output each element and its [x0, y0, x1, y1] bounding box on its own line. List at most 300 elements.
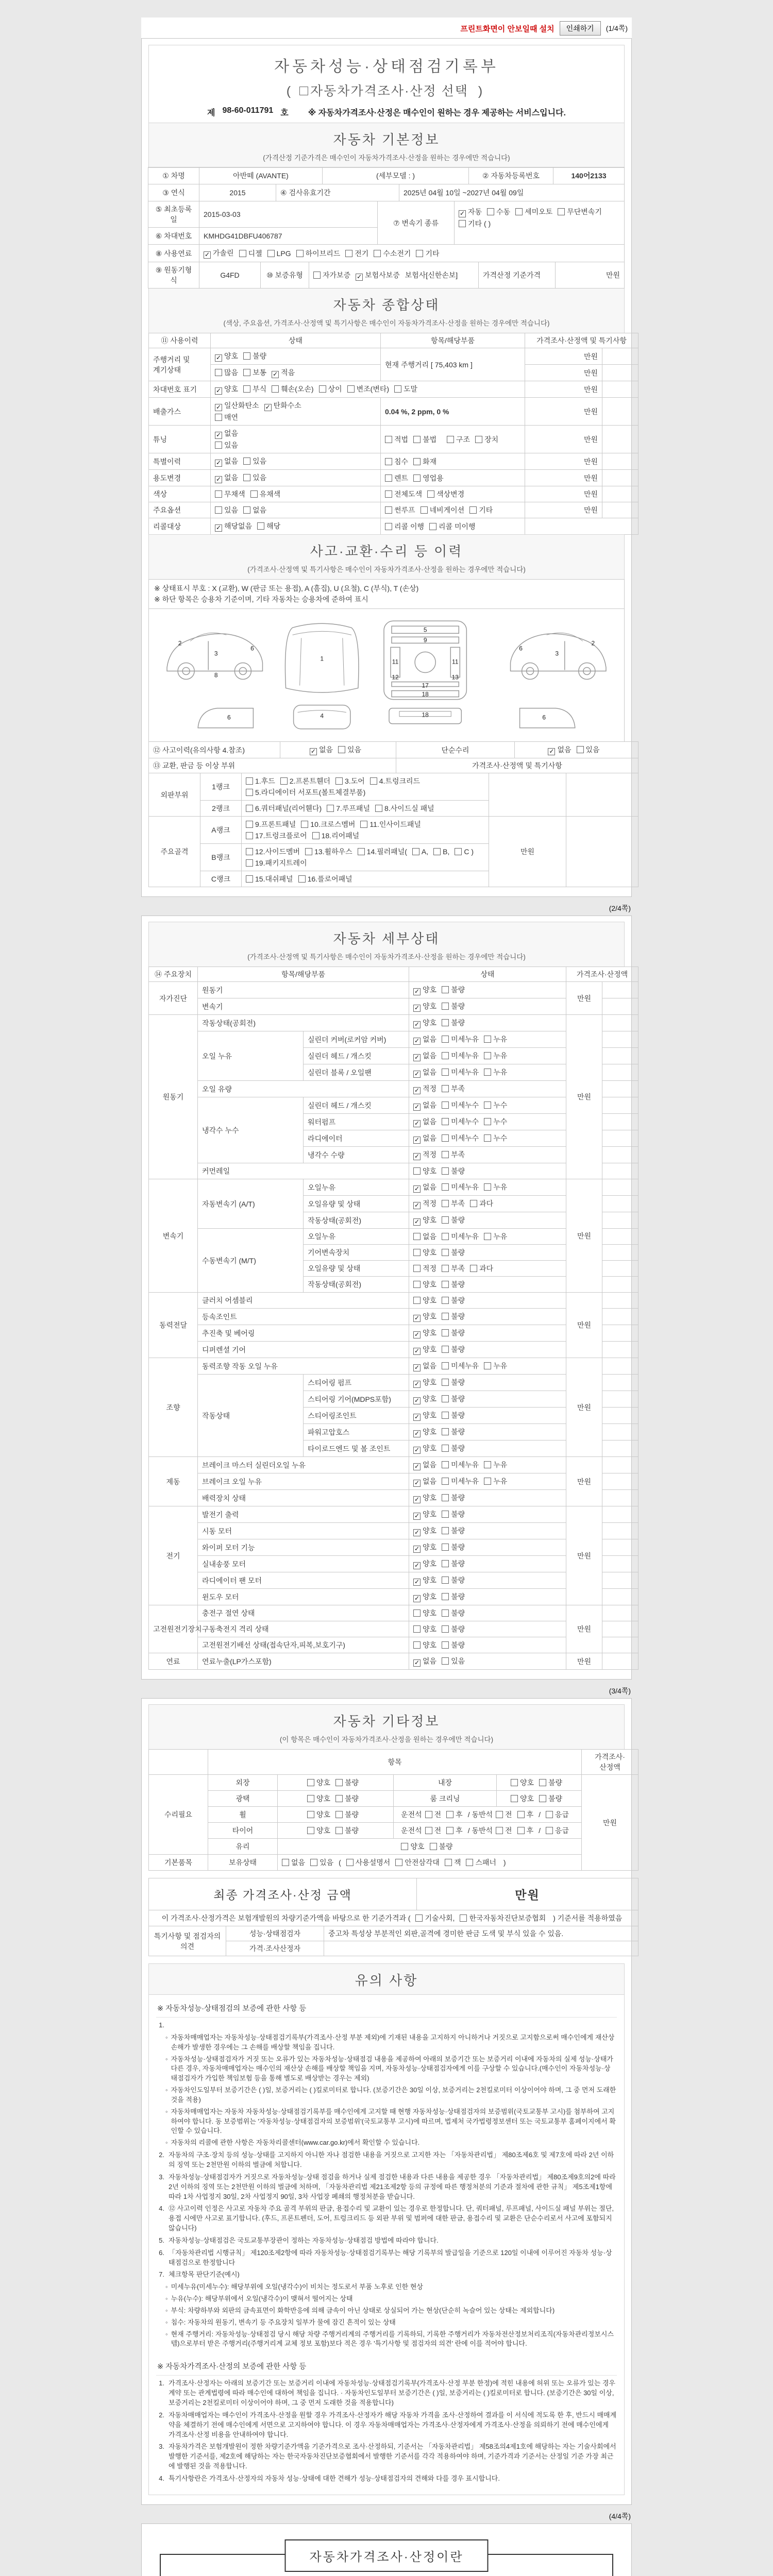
- checkbox-icon: [335, 1795, 343, 1802]
- cell: [602, 1081, 638, 1097]
- checkbox-icon: [517, 1811, 525, 1818]
- checkbox-icon: [425, 1811, 432, 1818]
- checkbox-item: [413, 1640, 436, 1650]
- checkbox-label: 누수: [493, 1134, 508, 1142]
- cell: 자가진단: [149, 982, 198, 1015]
- diagram-number: 18: [422, 690, 429, 698]
- checkbox-label: 잭: [453, 1858, 461, 1867]
- diagram-number: 2: [178, 639, 182, 647]
- checkbox-label: 11.인사이드패널: [369, 820, 421, 828]
- precaution-bullet: ◦ 자동차인도일부터 보증기간은 ( )일, 보증거리는 ( )킬로미터로 합니다. (보증기간은 30일 이상, 보증거리는 2천킬로미터 이상이어야 하며, 그 중 먼저 도래한 것을 적용): [165, 2086, 616, 2104]
- cell: [409, 1163, 566, 1179]
- checkbox-icon: [413, 458, 421, 465]
- cell: 만원: [566, 1653, 602, 1670]
- checkbox-label: 있음: [224, 441, 239, 449]
- checkbox-item: [413, 1279, 436, 1290]
- checkbox-item: [484, 1116, 507, 1127]
- table-row: [149, 982, 638, 998]
- checkbox-item: [413, 1460, 436, 1470]
- checkbox-label: 후: [526, 1826, 534, 1835]
- price-definition-box: [160, 2550, 613, 2576]
- table-row: [149, 1309, 638, 1325]
- checkbox-item: [413, 1018, 436, 1028]
- cell: 브레이크 오일 누유: [198, 1473, 409, 1490]
- text: /: [539, 1826, 543, 1835]
- table-row: [149, 1637, 638, 1653]
- table-row: [149, 1855, 638, 1871]
- cell: 유리: [208, 1839, 278, 1855]
- checkbox-item: [427, 489, 464, 499]
- precaution-item: 3. 자동차가격은 보험개발원이 정한 차량기준가액을 기준가격으로 조사·산정하되, 기준서는 「자동차관리법」 제58조의4제1호에 해당하는 자는 기술사회에서 발행한 기준서를, 제2호에 해당하는 자는 한국자동차진단보증협회에서 발행한 기준서를 각각 적용하여야 하며, 기준가격과 기준서는 산정일 기준 가장 최근에 발행된 것을 적용합니다.: [159, 2443, 616, 2470]
- cell: [602, 453, 638, 470]
- cell: [409, 1440, 566, 1457]
- checkbox-label: 양호: [423, 1395, 437, 1403]
- cell: [602, 1424, 638, 1440]
- checkbox-item: [413, 1166, 436, 1176]
- checkbox-label: 후: [456, 1810, 463, 1819]
- cell: 스티어링 기어(MDPS포함): [304, 1391, 409, 1408]
- value-car-name: 아반떼 (AVANTE): [199, 167, 323, 184]
- doc-no-prefix: 제: [207, 109, 215, 117]
- cell: [602, 1637, 638, 1653]
- checkbox-icon: [385, 436, 392, 443]
- checkbox-item: [413, 1526, 436, 1536]
- checkbox-item: [374, 248, 411, 259]
- cell: 2랭크: [200, 801, 242, 817]
- checkbox-item: [413, 1083, 436, 1094]
- checkbox-label: 있음: [224, 506, 239, 514]
- final-price-table: [148, 1878, 638, 1926]
- checkbox-icon: [442, 1544, 449, 1551]
- cell: 가격조사·산정액: [582, 1750, 638, 1775]
- checkbox-icon: [470, 1265, 477, 1272]
- checkbox-item: [413, 1361, 436, 1371]
- checkbox-label: 양호: [423, 1329, 437, 1337]
- checkbox-item: [312, 831, 360, 841]
- checkbox-item: [313, 270, 350, 280]
- checkbox-label: 기타: [479, 506, 493, 514]
- checkbox-item: [413, 434, 436, 445]
- checkbox-item: [346, 1857, 391, 1868]
- checkbox-item: [546, 1825, 569, 1836]
- checkbox-icon: [385, 474, 392, 482]
- cell: [409, 1621, 566, 1637]
- checkbox-label: 미세누유: [451, 1461, 479, 1469]
- checkbox-item: [442, 1311, 465, 1321]
- checkbox-label: 없음: [423, 1232, 437, 1241]
- checkbox-icon: ✓: [414, 1218, 420, 1225]
- checkbox-label: 매연: [224, 413, 239, 421]
- checkbox-item: [413, 1182, 436, 1193]
- cell: ⑪ 사용이력: [149, 333, 211, 348]
- checkbox-icon: ✓: [414, 1201, 420, 1209]
- checkbox-icon: ✓: [204, 251, 210, 258]
- checkbox-item: [442, 1263, 465, 1274]
- precaution-title: ※ 자동차가격조사·산정의 보증에 관한 사항 등: [156, 2356, 617, 2376]
- checkbox-label: 전기: [355, 249, 369, 258]
- cell: [602, 1097, 638, 1114]
- table-row: [149, 1926, 638, 1941]
- table-row: [149, 998, 638, 1015]
- diagram-number: 3: [214, 650, 218, 657]
- checkbox-label: 6.쿼터패널(리어휀다): [255, 804, 322, 812]
- cell: 충전구 절연 상태: [198, 1605, 409, 1621]
- cell: [211, 348, 381, 365]
- cell: 와이퍼 모터 기능: [198, 1539, 409, 1556]
- checkbox-item: [413, 1116, 436, 1127]
- checkbox-label: 불법: [423, 435, 437, 444]
- checkbox-label: 불량: [451, 1444, 465, 1452]
- checkbox-item: [215, 384, 238, 395]
- checkbox-label: 양호: [423, 1625, 437, 1633]
- checkbox-icon: [312, 832, 320, 839]
- cell: 항목/해당부품: [198, 967, 409, 982]
- cell: 고전원전기배선 상태(접속단자,피복,보호기구): [198, 1637, 409, 1653]
- checkbox-item: [413, 1608, 436, 1618]
- checkbox-item: [442, 1198, 465, 1209]
- checkbox-icon: [415, 1914, 423, 1922]
- checkbox-label: 양호: [224, 385, 239, 393]
- cell: [409, 1196, 566, 1212]
- checkbox-item: [442, 1377, 465, 1387]
- checkbox-label: 양호: [423, 1576, 437, 1584]
- table-row: [149, 1031, 638, 1048]
- checkbox-item: [446, 1825, 463, 1836]
- cell: [409, 1556, 566, 1572]
- cell: 보유상태: [208, 1855, 278, 1871]
- cell: [409, 1261, 566, 1277]
- value-inspection-period: 2025년 04월 10일 ~2027년 04월 09일: [399, 184, 625, 201]
- cell: [602, 1064, 638, 1081]
- cell: [409, 1375, 566, 1391]
- checkbox-label: 불량: [451, 1641, 465, 1649]
- checkbox-icon: ✓: [414, 1103, 420, 1110]
- checkbox-icon: [215, 414, 222, 421]
- checkbox-item: [413, 1050, 436, 1061]
- cell: [602, 348, 638, 365]
- cell: 만원: [566, 1457, 602, 1506]
- cell: 실내송풍 모터: [198, 1556, 409, 1572]
- checkbox-icon: [442, 1428, 449, 1435]
- section-subtitle: (색상, 주요옵션, 가격조사·산정액 및 특기사항은 매수인이 자동차가격조사·산정을 원하는 경우에만 적습니다): [223, 319, 550, 327]
- checkbox-icon: [305, 848, 312, 855]
- checkbox-label: 유채색: [259, 490, 281, 498]
- checkbox-label: 불량: [451, 986, 465, 994]
- cell: [381, 453, 525, 470]
- checkbox-label: 양호: [423, 1280, 437, 1289]
- cell: [394, 1823, 582, 1839]
- checkbox-label: 불량: [451, 1576, 465, 1584]
- checkbox-item: [442, 1279, 465, 1290]
- checkbox-label: 양호: [423, 1248, 437, 1257]
- checkbox-icon: [246, 859, 253, 867]
- checkbox-label: 불량: [451, 1167, 465, 1175]
- checkbox-icon: ✓: [215, 354, 222, 361]
- checkbox-item: [442, 1640, 465, 1650]
- checkbox-icon: [517, 1827, 525, 1834]
- checkbox-label: 양호: [423, 1019, 437, 1027]
- cell: 타이어: [208, 1823, 278, 1839]
- cell: 조향: [149, 1358, 198, 1457]
- checkbox-label: 부족: [451, 1084, 465, 1093]
- checkbox-item: [484, 1460, 507, 1470]
- cell: [409, 1490, 566, 1506]
- checkbox-icon: [442, 1593, 449, 1600]
- checkbox-icon: [442, 1461, 449, 1468]
- cell: [602, 1196, 638, 1212]
- cell: [409, 1179, 566, 1196]
- page-3: [141, 1698, 632, 2505]
- checkbox-label: 전체도색: [394, 490, 423, 498]
- cell: 오일누유: [304, 1179, 409, 1196]
- cell: [602, 470, 638, 486]
- checkbox-label: 없음: [423, 1101, 437, 1109]
- cell: 작동상태(공회전): [304, 1277, 409, 1293]
- cell: 기본품목: [149, 1855, 208, 1871]
- cell: 스티어링 펌프: [304, 1375, 409, 1391]
- text: ) 기준서를 적용하였음: [551, 1914, 623, 1922]
- precaution-item: 1.: [159, 2021, 164, 2029]
- checkbox-icon: [442, 1379, 449, 1386]
- checkbox-item: [413, 1344, 436, 1355]
- checkbox-label: 구조: [456, 435, 470, 444]
- checkbox-label: 가솔린: [213, 249, 234, 257]
- checkbox-label: 10.크로스멤버: [310, 820, 356, 828]
- checkbox-label: 응급: [554, 1826, 569, 1835]
- checkbox-item: [282, 1857, 305, 1868]
- cell: B랭크: [200, 844, 242, 871]
- cell: 만원: [525, 348, 602, 365]
- precaution-bullet: ◦ 침수: 자동차의 원동기, 변속기 등 주요장치 일부가 물에 잠긴 흔적이 있는 상태: [165, 2318, 396, 2326]
- checkbox-label: 없음: [224, 429, 239, 437]
- checkbox-label: 보험사보증: [365, 270, 400, 279]
- checkbox-label: 17.트렁크플로어: [255, 832, 307, 840]
- checkbox-icon: ✓: [414, 1413, 420, 1420]
- checkbox-label: 양호: [519, 1778, 534, 1787]
- checkbox-label: 양호: [423, 1378, 437, 1386]
- checkbox-icon: [459, 220, 466, 227]
- checkbox-icon: ✓: [459, 210, 465, 217]
- text: / 동반석: [467, 1810, 493, 1819]
- checkbox-label: 침수: [394, 457, 409, 466]
- checkbox-item: [442, 985, 465, 995]
- checkbox-item: [385, 489, 422, 499]
- checkbox-item: [307, 1777, 330, 1788]
- table-row: [149, 1179, 638, 1196]
- checkbox-icon: [243, 506, 250, 514]
- cell: 등속조인트: [198, 1309, 409, 1325]
- checkbox-icon: [413, 1297, 421, 1304]
- checkbox-label: 있음: [451, 1657, 465, 1665]
- table-row: [149, 1375, 638, 1391]
- checkbox-icon: [374, 250, 381, 257]
- diagram-number: 6: [542, 714, 546, 721]
- checkbox-icon: [335, 1811, 343, 1818]
- cell: 냉각수 누수: [198, 1097, 304, 1163]
- checkbox-label: 장치: [484, 435, 499, 444]
- section-title: 자동차 기타정보: [333, 1714, 440, 1729]
- checkbox-icon: [360, 821, 367, 828]
- checkbox-item: [413, 1410, 436, 1421]
- table-row: [149, 1015, 638, 1031]
- checkbox-icon: [246, 777, 253, 785]
- checkbox-label: 양호: [423, 1345, 437, 1353]
- checkbox-label: 있음: [320, 1858, 334, 1867]
- text: 이 가격조사·산정가격은 보험개발원의 차량기준가액을 바탕으로 한 기준가격과 (: [161, 1914, 413, 1922]
- checkbox-label: 네비게이션: [429, 506, 465, 514]
- checkbox-item: [577, 744, 600, 755]
- checkbox-icon: [412, 848, 419, 855]
- section-basic-info: [148, 123, 625, 168]
- checkbox-icon: [442, 1511, 449, 1518]
- checkbox-item: [358, 846, 407, 857]
- checkbox-item: [496, 1809, 512, 1820]
- doc-header: [148, 45, 625, 123]
- checkbox-item: [413, 1476, 436, 1487]
- checkbox-icon: [243, 385, 250, 393]
- checkbox-icon: ✓: [414, 1004, 420, 1011]
- precautions: [148, 1995, 625, 2495]
- checkbox-item: [310, 744, 333, 755]
- checkbox-label: 누유: [493, 1477, 508, 1485]
- print-button[interactable]: 인쇄하기: [560, 21, 601, 36]
- table-row: [149, 1097, 638, 1114]
- checkbox-label: 미세누유: [451, 1232, 479, 1241]
- cell: 만원: [525, 502, 602, 518]
- checkbox-icon: [487, 208, 494, 215]
- cell: [602, 1605, 638, 1621]
- checkbox-icon: [466, 1859, 473, 1866]
- checkbox-item: [246, 858, 307, 868]
- table-row: [149, 1523, 638, 1539]
- checkbox-icon: [484, 1069, 491, 1076]
- cell: [409, 1147, 566, 1163]
- cell: 주요옵션: [149, 502, 211, 518]
- checkbox-icon: [484, 1233, 491, 1240]
- label-submodel: (세부모델 : ): [322, 167, 469, 184]
- checkbox-icon: ✓: [414, 1659, 420, 1666]
- table-row: [149, 742, 638, 758]
- precaution-item: 6. 「자동차관리법 시행규칙」 제120조제2항에 따라 자동차성능·상태점검기록부는 해당 기록부의 발급일을 기준으로 120일 이내에 이루어진 자동차 성능·상태점검으로 한정합니다: [159, 2248, 612, 2266]
- table-row: [149, 1791, 638, 1807]
- precaution-block-2: [156, 2356, 617, 2483]
- page-indicator-3: (3/4쪽): [609, 1687, 631, 1695]
- cell: [602, 1408, 638, 1424]
- checkbox-item: [442, 1361, 479, 1371]
- checkbox-label: 양호: [423, 1592, 437, 1601]
- cell: [409, 1342, 566, 1358]
- checkbox-label: 색상변경: [436, 490, 465, 498]
- precaution-bullet: ◦ 누유(누수): 해당부위에서 오일(냉각수)이 맺혀서 떨어지는 상태: [165, 2295, 353, 2303]
- checkbox-item: [511, 1793, 534, 1804]
- cell: [602, 486, 638, 502]
- checkbox-label: 한국자동차진단보증협회: [469, 1914, 546, 1922]
- checkbox-label: 없음: [224, 473, 239, 482]
- checkbox-icon: [484, 1461, 491, 1468]
- diagram-number: 6: [519, 645, 523, 652]
- checkbox-item: [243, 351, 266, 361]
- checkbox-icon: ✓: [414, 1380, 420, 1387]
- table-row: [149, 1589, 638, 1605]
- cell: 차대번호 표기: [149, 381, 211, 398]
- checkbox-icon: [246, 821, 253, 828]
- checkbox-icon: [385, 506, 392, 514]
- checkbox-item: [246, 787, 365, 798]
- cell: 라디에이터 팬 모터: [198, 1572, 409, 1589]
- diagram-number: 11: [452, 658, 459, 666]
- checkbox-label: 누유: [493, 1068, 508, 1076]
- checkbox-icon: ✓: [215, 524, 222, 531]
- table-row: [149, 381, 638, 398]
- precaution-bullet: ◦ 미세누유(미세누수): 해당부위에 오일(냉각수)이 비치는 정도로서 부품 노후로 인한 현상: [165, 2283, 423, 2291]
- cell: [409, 1081, 566, 1097]
- checkbox-label: 19.패키지트레이: [255, 859, 307, 867]
- cell: 리콜대상: [149, 518, 211, 535]
- checkbox-label: 전: [505, 1810, 512, 1819]
- checkbox-icon: [442, 1362, 449, 1369]
- checkbox-label: LPG: [276, 249, 291, 258]
- checkbox-icon: ✓: [357, 273, 362, 280]
- precaution-item: 2. 자동차매매업자는 매수인이 가격조사·산정을 원할 경우 가격조사·산정자가 해당 자동차 가격을 조사·산정하여 결과를 이 서식에 적도록 한 후, 반드시 매매계약을 체결하기 전에 매수인에게 서면으로 고지하여야 합니다. 이 경우 자동차매매업자는 가격조사·산정자에게 가격조사·산정을 의뢰하기 전에 매수인에게 가격조사·산정 비용을 안내하여야 합니다.: [159, 2411, 617, 2438]
- table-row: [149, 453, 638, 470]
- checkbox-item: [215, 351, 238, 362]
- checkbox-icon: [413, 436, 421, 443]
- checkbox-item: [413, 1328, 436, 1338]
- checkbox-label: 안전삼각대: [405, 1858, 440, 1867]
- cell: [602, 1358, 638, 1375]
- checkbox-icon: [413, 1249, 421, 1256]
- label-car-name: ① 차명: [148, 167, 199, 184]
- cell: [489, 773, 566, 817]
- cell: [602, 1245, 638, 1261]
- cell: 수동변속기 (M/T): [198, 1229, 304, 1293]
- checkbox-icon: [442, 1625, 449, 1633]
- cell: 연료누출(LP가스포함): [198, 1653, 409, 1670]
- table-row: [149, 1325, 638, 1342]
- checkbox-item: [459, 218, 491, 229]
- cell: 1랭크: [200, 773, 242, 801]
- checkbox-label: 사용설명서: [355, 1858, 391, 1867]
- checkbox-item: [442, 1443, 465, 1453]
- print-install-link[interactable]: 프린트화면이 안보일때 설치: [460, 24, 554, 33]
- checkbox-icon: [395, 1859, 402, 1866]
- label-model-year: ③ 연식: [148, 184, 199, 201]
- checkbox-icon: [430, 1843, 437, 1850]
- text: [442, 435, 444, 444]
- checkbox-icon: [442, 1281, 449, 1288]
- checkbox-label: 12.사이드멤버: [255, 848, 300, 856]
- legend-line-1: ※ 상태표시 부호 : X (교환), W (판금 또는 용접), A (흠집), U (요철), C (부식), T (손상): [154, 584, 419, 592]
- checkbox-item: [484, 1100, 507, 1110]
- checkbox-item: [375, 803, 434, 814]
- checkbox-label: 많음: [224, 368, 239, 377]
- checkbox-icon: [313, 272, 321, 279]
- checkbox-item: [385, 456, 408, 467]
- cell: [381, 470, 525, 486]
- checkbox-icon: [442, 1101, 449, 1109]
- cell: 동력조향 작동 오일 누유: [198, 1358, 409, 1375]
- state-code-legend: [148, 579, 625, 609]
- cell: [602, 1523, 638, 1539]
- checkbox-item: [487, 207, 510, 217]
- table-row: [149, 817, 638, 844]
- precaution-item: 3. 자동차성능·상태점검자가 거짓으로 자동차성능·상태 점검을 하거나 실제 점검한 내용과 다른 내용을 제공한 경우 「자동차관리법」 제80조제9호의2에 따라 2년 이하의 징역 또는 2천만원 이하의 벌금에 처하며, 「자동차관리법 제21조제2항 등의 규정에 따른 행정처분의 기준과 절차에 관한 규칙」 제5조제1항에 따라 1차 사업정지 30일, 2차 사업정지 90일, 3차 사업장 폐쇄의 행정처분을 받습니다.: [159, 2173, 616, 2200]
- checkbox-label: 13.휠하우스: [314, 848, 352, 856]
- checkbox-icon: [484, 1101, 491, 1109]
- checkbox-icon: ✓: [414, 1430, 420, 1437]
- checkbox-icon: [327, 805, 334, 812]
- precaution-item: 4. ⑫ 사고이력 인정은 사고로 자동차 주요 골격 부위의 판금, 용접수리 및 교환이 있는 경우로 한정합니다. 단, 쿼터패널, 루프패널, 사이드실 패널 부위는 절단, 용접 시에만 사고로 표기합니다. (후드, 프론트펜더, 도어, 트렁크리드 등 외판 부위 및 범퍼에 대한 판금, 용접수리 및 교환은 단순수리로서 사고에 포함되지 않습니다): [159, 2205, 614, 2232]
